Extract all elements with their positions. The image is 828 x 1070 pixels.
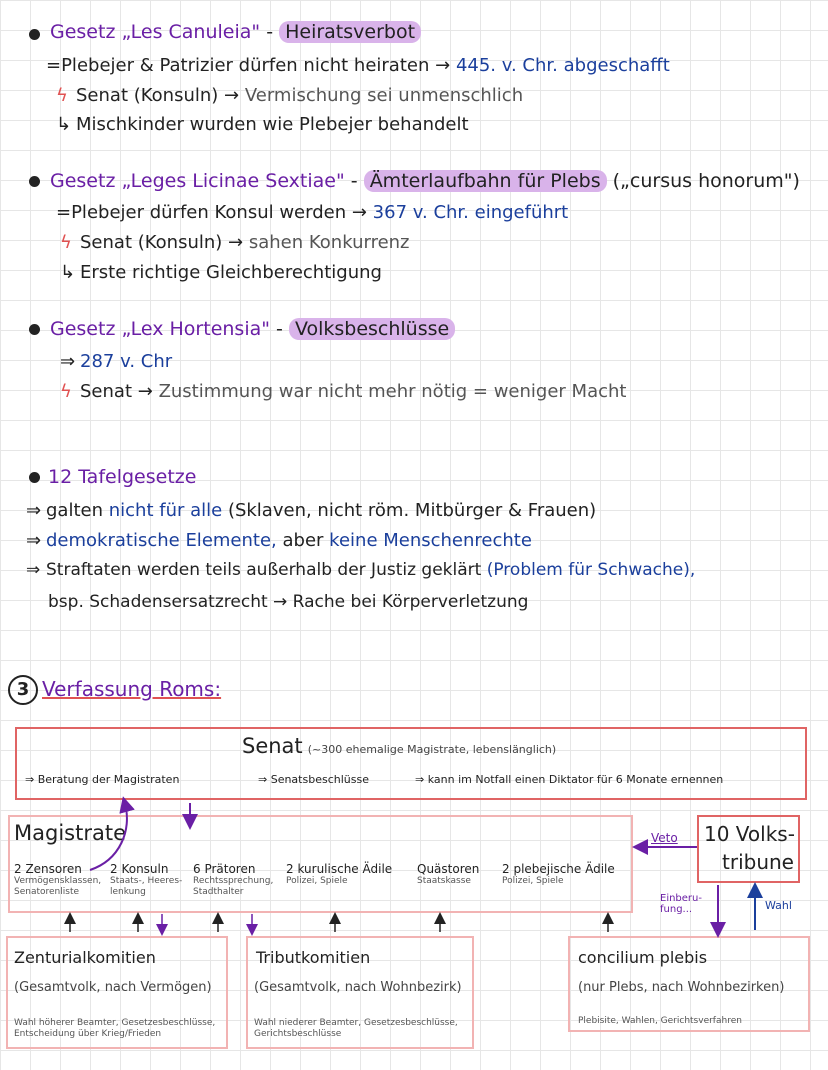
einberufung-label: Einberu-fung... xyxy=(660,893,702,915)
law-title: Gesetz „Les Canuleia" xyxy=(50,21,261,43)
section4-line2: ⇒ demokratische Elemente, aber keine Menschenrechte xyxy=(26,530,532,551)
section-number: 3 xyxy=(8,675,38,705)
section1-heading: Gesetz „Les Canuleia" - Heiratsverbot xyxy=(50,21,421,43)
veto-label: Veto xyxy=(651,831,678,845)
office: 2 Konsuln Staats-, Heeres-lenkung xyxy=(110,862,183,897)
section2-line3: ↳ Erste richtige Gleichberechtigung xyxy=(60,262,382,283)
double-arrow-icon: ⇒ xyxy=(26,530,42,551)
komitien-sub: (Gesamtvolk, nach Vermögen) xyxy=(14,980,212,995)
senat-item: ⇒ Beratung der Magistraten xyxy=(25,773,180,786)
office: 2 kurulische Ädile Polizei, Spiele xyxy=(286,862,393,886)
law-title: Gesetz „Leges Licinae Sextiae" xyxy=(50,170,345,192)
section2-line2: ϟ Senat (Konsuln) → sahen Konkurrenz xyxy=(60,232,410,253)
komitien-desc: Plebisite, Wahlen, Gerichtsverfahren xyxy=(578,1016,742,1026)
senat-title: Senat (~300 ehemalige Magistrate, lebenslänglich) xyxy=(242,734,557,758)
law-tag: Ämterlaufbahn für Plebs xyxy=(364,170,607,192)
komitien-sub: (Gesamtvolk, nach Wohnbezirk) xyxy=(254,980,462,995)
section4-line4: bsp. Schadensersatzrecht → Rache bei Körperverletzung xyxy=(48,592,529,612)
section4-line1: ⇒ galten nicht für alle (Sklaven, nicht röm. Mitbürger & Frauen) xyxy=(26,500,597,521)
section1-line2: ϟ Senat (Konsuln) → Vermischung sei unmenschlich xyxy=(56,85,524,106)
office: 6 Prätoren Rechtssprechung, Stadthalter xyxy=(193,862,274,897)
magistrate-title: Magistrate xyxy=(14,821,126,845)
komitien-desc: Wahl höherer Beamter, Gesetzesbeschlüsse, Entscheidung über Krieg/Frieden xyxy=(14,1018,216,1039)
wahl-label: Wahl xyxy=(765,899,792,912)
arrow xyxy=(90,804,127,870)
section1-line1: =Plebejer & Patrizier dürfen nicht heiraten → 445. v. Chr. abgeschafft xyxy=(46,55,670,76)
komitien-title: Tributkomitien xyxy=(256,948,371,967)
section4-heading: 12 Tafelgesetze xyxy=(48,466,197,488)
section4-line3: ⇒ Straftaten werden teils außerhalb der Justiz geklärt (Problem für Schwache), xyxy=(26,560,696,580)
law-tag: Volksbeschlüsse xyxy=(289,318,455,340)
lightning-icon: ϟ xyxy=(60,381,72,402)
double-arrow-icon: ⇒ xyxy=(60,351,76,372)
section3-heading: Gesetz „Lex Hortensia" - Volksbeschlüsse xyxy=(50,318,455,340)
section2-heading: Gesetz „Leges Licinae Sextiae" - Ämterlaufbahn für Plebs („cursus honorum") xyxy=(50,170,800,192)
return-arrow-icon: ↳ xyxy=(56,114,72,135)
komitien-sub: (nur Plebs, nach Wohnbezirken) xyxy=(578,980,785,995)
office: 2 plebejische Ädile Polizei, Spiele xyxy=(502,862,615,886)
law-tag: Heiratsverbot xyxy=(279,21,421,43)
section1-line3: ↳ Mischkinder wurden wie Plebejer behandelt xyxy=(56,114,469,135)
komitien-title: Zenturialkomitien xyxy=(14,948,156,967)
section2-line1: =Plebejer dürfen Konsul werden → 367 v. Chr. eingeführt xyxy=(56,202,569,223)
senat-item: ⇒ kann im Notfall einen Diktator für 6 Monate ernennen xyxy=(415,773,724,786)
komitien-desc: Wahl niederer Beamter, Gesetzesbeschlüsse, Gerichtsbeschlüsse xyxy=(254,1018,458,1039)
lightning-icon: ϟ xyxy=(56,85,68,106)
double-arrow-icon: ⇒ xyxy=(26,500,42,521)
tribune-title: 10 Volks- tribune xyxy=(704,822,795,874)
section3-line2: ϟ Senat → Zustimmung war nicht mehr nötig = weniger Macht xyxy=(60,381,627,402)
section3-line1: ⇒ 287 v. Chr xyxy=(60,351,173,372)
senat-item: ⇒ Senatsbeschlüsse xyxy=(258,773,369,786)
office: Quästoren Staatskasse xyxy=(417,862,480,886)
double-arrow-icon: ⇒ xyxy=(26,560,41,580)
law-title: Gesetz „Lex Hortensia" xyxy=(50,318,270,340)
komitien-title: concilium plebis xyxy=(578,948,708,967)
office: 2 Zensoren Vermögensklassen, Senatorenliste xyxy=(14,862,102,897)
lightning-icon: ϟ xyxy=(60,232,72,253)
return-arrow-icon: ↳ xyxy=(60,262,76,283)
section-heading: Verfassung Roms: xyxy=(42,677,222,701)
